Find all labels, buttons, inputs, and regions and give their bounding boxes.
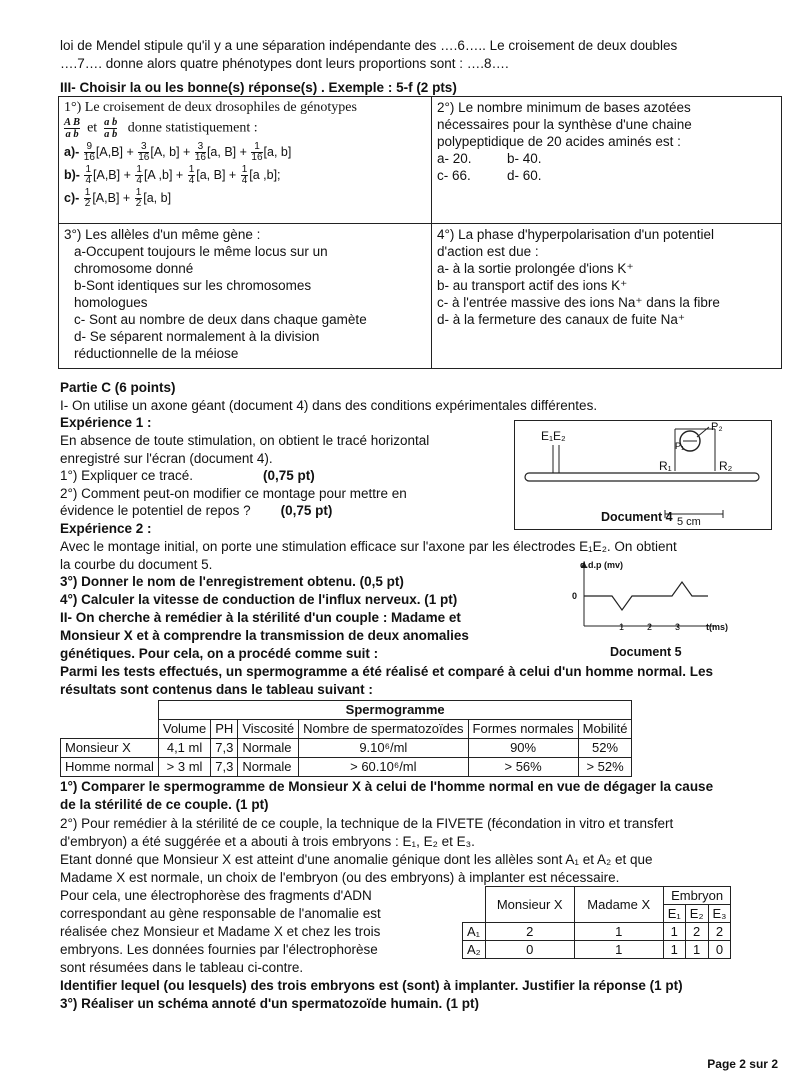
table-row <box>61 739 632 758</box>
table-cell: 0 <box>485 941 574 959</box>
table-cell: 7,3 <box>211 739 238 758</box>
table-cell: > 56% <box>468 758 578 777</box>
q3-line: d- Se séparent normalement à la division <box>74 329 320 344</box>
table-cell: Normale <box>238 739 299 758</box>
document-5-figure <box>536 560 746 660</box>
text-line: II- On cherche à remédier à la stérilité d'un couple : Madame et <box>60 610 461 625</box>
table-cell: > 3 ml <box>158 758 210 777</box>
y-axis-label: d.d.p (mv) <box>580 560 623 570</box>
text-line: Monsieur X et à comprendre la transmission de deux anomalies <box>60 628 469 643</box>
text-line: I- On utilise un axone géant (document 4) dans des conditions expérimentales différentes. <box>60 398 598 413</box>
text-line: Pour cela, une électrophorèse des fragments d'ADN <box>60 888 372 903</box>
document-4-caption: Document 4 <box>601 510 673 524</box>
electrophoresis-table <box>462 886 731 959</box>
table-cell: 0 <box>708 941 731 959</box>
text-line: embryons. Les données fournies par l'électrophorèse <box>60 942 378 957</box>
column-header: Viscosité <box>238 720 299 739</box>
column-header: Madame X <box>574 887 663 923</box>
q1-genotypes <box>64 117 426 140</box>
q2-line: 2°) Le nombre minimum de bases azotées <box>437 100 691 115</box>
question-2-cell <box>432 97 782 224</box>
text-line: loi de Mendel stipule qu'il y a une séparation indépendante des ….6….. Le croisement de deux doubles <box>60 38 678 53</box>
axon <box>525 473 759 481</box>
table-cell: 9.10⁶/ml <box>299 739 468 758</box>
question-1-cell <box>59 97 432 224</box>
document-5-caption: Document 5 <box>610 645 682 659</box>
text-line: ….7…. donne alors quatre phénotypes dont leurs proportions sont : ….8…. <box>60 56 509 71</box>
column-header: Formes normales <box>468 720 578 739</box>
text-line: correspondant au gène responsable de l'anomalie est <box>60 906 381 921</box>
row-label: Monsieur X <box>61 739 159 758</box>
column-header: E₁ <box>663 905 685 923</box>
tick-label: 1 <box>619 622 625 632</box>
text-line: 1°) Comparer le spermogramme de Monsieur X à celui de l'homme normal en vue de dégager la cause <box>60 779 714 794</box>
table-cell: 1 <box>663 941 685 959</box>
question-3-cell <box>59 224 432 369</box>
mcq-table <box>58 96 782 369</box>
text-line: Madame X est normale, un choix de l'embryon (ou des embryons) à implanter est nécessaire. <box>60 870 620 885</box>
document-4-figure <box>514 420 772 530</box>
row-label: A₂ <box>463 941 486 959</box>
scale-label: 5 cm <box>677 516 701 528</box>
table-cell: 2 <box>708 923 731 941</box>
recorded-trace <box>584 582 708 610</box>
q4-option: d- à la fermeture des canaux de fuite Na⁺ <box>437 312 686 327</box>
text-line: sont résumées dans le tableau ci-contre. <box>60 960 304 975</box>
text-line: la courbe du document 5. <box>60 557 213 572</box>
q3-stem: 3°) Les allèles d'un même gène : <box>64 227 261 242</box>
q2-line: polypeptidique de 20 acides aminés est : <box>437 134 681 149</box>
q1-et: et <box>87 120 98 136</box>
question-4: 4°) Calculer la vitesse de conduction de l'influx nerveux. (1 pt) <box>60 592 458 607</box>
table-row <box>463 941 731 959</box>
text-line: Avec le montage initial, on porte une stimulation efficace sur l'axone par les électrodes E₁E₂. On obtient <box>60 539 677 554</box>
exp1-title: Expérience 1 : <box>60 415 152 430</box>
q1-stem: 1°) Le croisement de deux drosophiles de génotypes <box>64 100 357 115</box>
e1e2-label: E₁E₂ <box>541 429 566 443</box>
text-line: d'embryon) a été suggérée et a abouti à trois embryons : E₁, E₂ et E₃. <box>60 834 475 849</box>
r1-label: R₁ <box>659 459 672 473</box>
table-cell: 1 <box>574 941 663 959</box>
table-cell: 7,3 <box>211 758 238 777</box>
table-cell: 1 <box>685 941 708 959</box>
table-cell: 90% <box>468 739 578 758</box>
table-row <box>61 758 632 777</box>
column-header: E₃ <box>708 905 731 923</box>
q2-options-cd: c- 66. d- 60. <box>437 168 542 183</box>
question-1: 1°) Expliquer ce tracé. (0,75 pt) <box>60 468 315 483</box>
zero-label: 0 <box>572 591 578 601</box>
q4-option: b- au transport actif des ions K⁺ <box>437 278 628 293</box>
q3-line: homologues <box>74 295 148 310</box>
column-header: Monsieur X <box>485 887 574 923</box>
question-4-cell <box>432 224 782 369</box>
text-line: enregistré sur l'écran (document 4). <box>60 451 273 466</box>
row-label: A₁ <box>463 923 486 941</box>
table-cell: 52% <box>578 739 632 758</box>
table-cell: 2 <box>685 923 708 941</box>
q2-line: nécessaires pour la synthèse d'une chaine <box>437 117 692 132</box>
text-line: Identifier lequel (ou lesquels) des trois embryons est (sont) à implanter. Justifier la réponse (1 pt) <box>60 978 683 993</box>
spermogram-title: Spermogramme <box>158 701 632 720</box>
table-cell: 1 <box>663 923 685 941</box>
column-header: Mobilité <box>578 720 632 739</box>
q3-line: b-Sont identiques sur les chromosomes <box>74 278 312 293</box>
p1-label: P₁ <box>675 441 685 451</box>
genotype-1: $\frac{\text{A B}}{\text{a b}}$ <box>64 117 81 140</box>
q3-line: a-Occupent toujours le même locus sur un <box>74 244 328 259</box>
tick-label: 2 <box>647 622 653 632</box>
q4-line: d'action est due : <box>437 244 539 259</box>
page-number: Page 2 sur 2 <box>707 1057 778 1071</box>
exp2-title: Expérience 2 : <box>60 521 152 536</box>
q1-stat: donne statistiquement : <box>127 120 258 136</box>
q3-line: réductionnelle de la méiose <box>74 346 239 361</box>
q3-line: chromosome donné <box>74 261 194 276</box>
table-cell: Normale <box>238 758 299 777</box>
column-header: Volume <box>158 720 210 739</box>
text-line: 2°) Pour remédier à la stérilité de ce couple, la technique de la FIVETE (fécondation in vitro et transfert <box>60 816 674 831</box>
text-line: réalisée chez Monsieur et Madame X et chez les trois <box>60 924 381 939</box>
table-cell: > 60.10⁶/ml <box>299 758 468 777</box>
section-title: III- Choisir la ou les bonne(s) réponse(s) . Exemple : 5-f (2 pts) <box>60 80 457 95</box>
text-line: 3°) Réaliser un schéma annoté d'un spermatozoïde humain. (1 pt) <box>60 996 479 1011</box>
question-2: évidence le potentiel de repos ? (0,75 pt) <box>60 503 333 518</box>
q1-option-c: c)- $\frac{1}{2}$ [A,B] + $\frac{1}{2}$ [a, b] <box>64 187 172 209</box>
column-header: PH <box>211 720 238 739</box>
table-cell: 4,1 ml <box>158 739 210 758</box>
table-row <box>463 923 731 941</box>
row-label: Homme normal <box>61 758 159 777</box>
column-header: Embryon <box>663 887 731 905</box>
q3-line: c- Sont au nombre de deux dans chaque gamète <box>74 312 367 327</box>
text-line: Etant donné que Monsieur X est atteint d'une anomalie génique dont les allèles sont A₁ et A₂ et que <box>60 852 653 867</box>
table-cell: 1 <box>574 923 663 941</box>
q4-option: a- à la sortie prolongée d'ions K⁺ <box>437 261 634 276</box>
q4-stem: 4°) La phase d'hyperpolarisation d'un potentiel <box>437 227 714 242</box>
column-header: E₂ <box>685 905 708 923</box>
genotype-2: $\frac{\text{a b}}{\text{a b}}$ <box>104 117 118 140</box>
q4-option: c- à l'entrée massive des ions Na⁺ dans la fibre <box>437 295 720 310</box>
text-line: de la stérilité de ce couple. (1 pt) <box>60 797 269 812</box>
p2-label: P₂ <box>711 421 723 433</box>
table-cell: 2 <box>485 923 574 941</box>
text-line: 2°) Comment peut-on modifier ce montage pour mettre en <box>60 486 407 501</box>
column-header: Nombre de spermatozoïdes <box>299 720 468 739</box>
text-line: génétiques. Pour cela, on a procédé comme suit : <box>60 646 379 661</box>
r2-label: R₂ <box>719 459 733 473</box>
text-line: En absence de toute stimulation, on obtient le tracé horizontal <box>60 433 430 448</box>
x-axis-label: t(ms) <box>706 622 728 632</box>
text-line: Parmi les tests effectués, un spermogramme a été réalisé et comparé à celui d'un homme normal. Les <box>60 664 713 679</box>
q1-option-a: a)- $\frac{9}{16}$ [A,B] + $\frac{3}{16}$ [A, b] + $\frac{3}{16}$ [a, B] + $\frac{1}{16}$ [a, b] <box>64 141 292 163</box>
spermogram-table <box>60 700 632 777</box>
tick-label: 3 <box>675 622 681 632</box>
question-3: 3°) Donner le nom de l'enregistrement obtenu. (0,5 pt) <box>60 574 404 589</box>
table-cell: > 52% <box>578 758 632 777</box>
q1-option-b: b)- $\frac{1}{4}$ [A,B] + $\frac{1}{4}$ [A ,b] + $\frac{1}{4}$ [a, B] + $\frac{1}{4}$ [a ,b]; <box>64 164 281 186</box>
text-line: résultats sont contenus dans le tableau suivant : <box>60 682 373 697</box>
part-c-title: Partie C (6 points) <box>60 380 176 395</box>
q2-options-ab: a- 20. b- 40. <box>437 151 542 166</box>
